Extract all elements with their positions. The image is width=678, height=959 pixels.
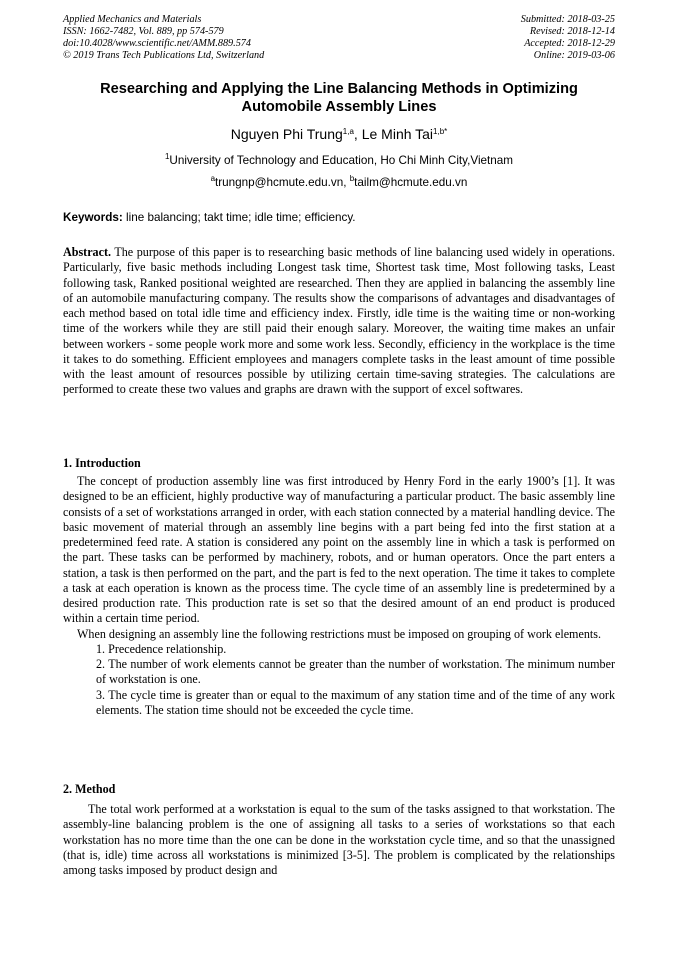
title-line-1: Researching and Applying the Line Balancing Methods in Optimizing bbox=[100, 81, 578, 97]
publication-dates bbox=[521, 14, 615, 62]
introduction-section bbox=[63, 474, 615, 718]
author-1: Nguyen Phi Trung bbox=[230, 126, 343, 142]
author-2: Le Minh Tai bbox=[361, 126, 434, 142]
keywords-label: Keywords: bbox=[63, 211, 123, 224]
email-separator: , bbox=[343, 176, 350, 189]
revised-date: Revised: 2018-12-14 bbox=[529, 26, 615, 37]
abstract bbox=[63, 245, 615, 398]
submitted-date: Submitted: 2018-03-25 bbox=[520, 14, 615, 25]
keywords-text: line balancing; takt time; idle time; efficiency. bbox=[122, 211, 356, 224]
introduction-heading: 1. Introduction bbox=[63, 456, 141, 470]
email-b-sup: b bbox=[349, 174, 355, 183]
journal-name: Applied Mechanics and Materials bbox=[63, 14, 202, 25]
restrictions-list bbox=[63, 642, 615, 718]
author-2-sup: 1,b* bbox=[433, 127, 448, 136]
method-heading: 2. Method bbox=[63, 782, 116, 796]
keywords bbox=[63, 210, 615, 226]
copyright-line: © 2019 Trans Tech Publications Ltd, Switzerland bbox=[63, 50, 265, 61]
paper-title bbox=[63, 80, 615, 116]
abstract-text: The purpose of this paper is to researching basic methods of line balancing used widely in operations. Particularly, five basic methods including Longest task time, Shortest task time, Most following tasks, Least following task, Ranked positional weighted are researched. Then they are applied in balancing the assembly line of an automobile manufacturing company. The results show the comparisons of advantages and disadvantages of each method based on total idle time and efficiency index. Firstly, idle time is the waiting time or non-working time of the workers while they are still paid their enough salary. Moreover, the waiting time makes an unfair between workers - some people work more and some work less. Secondly, efficiency in the workplace is the time it takes to do something. Efficient employees and managers complete tasks in the least amount of time possible with the least amount of resources possible by utilizing certain time-saving strategies. The calculations are performed to create these two values and graphs are drawn with the support of excel softwares. bbox=[63, 245, 615, 397]
accepted-date: Accepted: 2018-12-29 bbox=[524, 38, 615, 49]
method-section bbox=[63, 802, 615, 878]
intro-paragraph-2: When designing an assembly line the following restrictions must be imposed on grouping of work elements. bbox=[77, 626, 601, 641]
author-list bbox=[63, 124, 615, 144]
title-line-2: Automobile Assembly Lines bbox=[241, 99, 437, 115]
author-1-sup: 1,a bbox=[342, 127, 354, 136]
author-emails bbox=[63, 175, 615, 191]
list-item: 2. The number of work elements cannot be greater than the number of workstation. The minimum number of workstation is one. bbox=[96, 657, 615, 687]
abstract-label: Abstract. bbox=[63, 245, 112, 259]
doi-line: doi:10.4028/www.scientific.net/AMM.889.574 bbox=[63, 38, 251, 49]
issn-line: ISSN: 1662-7482, Vol. 889, pp 574-579 bbox=[63, 26, 224, 37]
author-separator: , bbox=[353, 126, 362, 142]
journal-info bbox=[63, 14, 264, 62]
online-date: Online: 2019-03-06 bbox=[533, 50, 615, 61]
email-a-sup: a bbox=[210, 174, 216, 183]
method-paragraph-1: The total work performed at a workstation is equal to the sum of the tasks assigned to that workstation. The assembly-line balancing problem is the one of assigning all tasks to a series of workstations so that each workstation has no more time than the one can be done in the workstation cycle time, and so that the unassigned (that is, idle) time across all workstations is minimized [3-5]. The problem is complicated by the relationships among tasks imposed by product design and bbox=[63, 802, 615, 877]
list-item: 1. Precedence relationship. bbox=[96, 641, 227, 656]
intro-paragraph-1: The concept of production assembly line was first introduced by Henry Ford in the early 1900’s [1]. It was designed to be an efficient, highly productive way of manufacturing a particular product. The basic assembly line consists of a set of workstations arranged in order, with each station connected by a material handling device. The basic movement of material through an assembly line begins with a part being fed into the first station at a predetermined feed rate. A station is considered any point on the assembly line in which a task is performed on the part. These tasks can be performed by machinery, robots, and or human operators. Once the part enters a station, a task is then performed on the part, and the part is fed to the next operation. The time it takes to complete a task at each operation is known as the process time. The cycle time of an assembly line is predetermined by a desired production rate. This production rate is set so that the desired amount of an end product is produced within a certain time period. bbox=[63, 474, 615, 626]
affiliation bbox=[63, 153, 615, 169]
email-b: tailm@hcmute.edu.vn bbox=[354, 176, 468, 189]
affiliation-sup: 1 bbox=[164, 152, 170, 161]
list-item: 3. The cycle time is greater than or equal to the maximum of any station time and of the time of any work elements. The station time should not be exceeded the cycle time. bbox=[96, 687, 615, 717]
email-a: trungnp@hcmute.edu.vn bbox=[215, 176, 344, 189]
affiliation-text: University of Technology and Education, Ho Chi Minh City,Vietnam bbox=[169, 154, 514, 167]
